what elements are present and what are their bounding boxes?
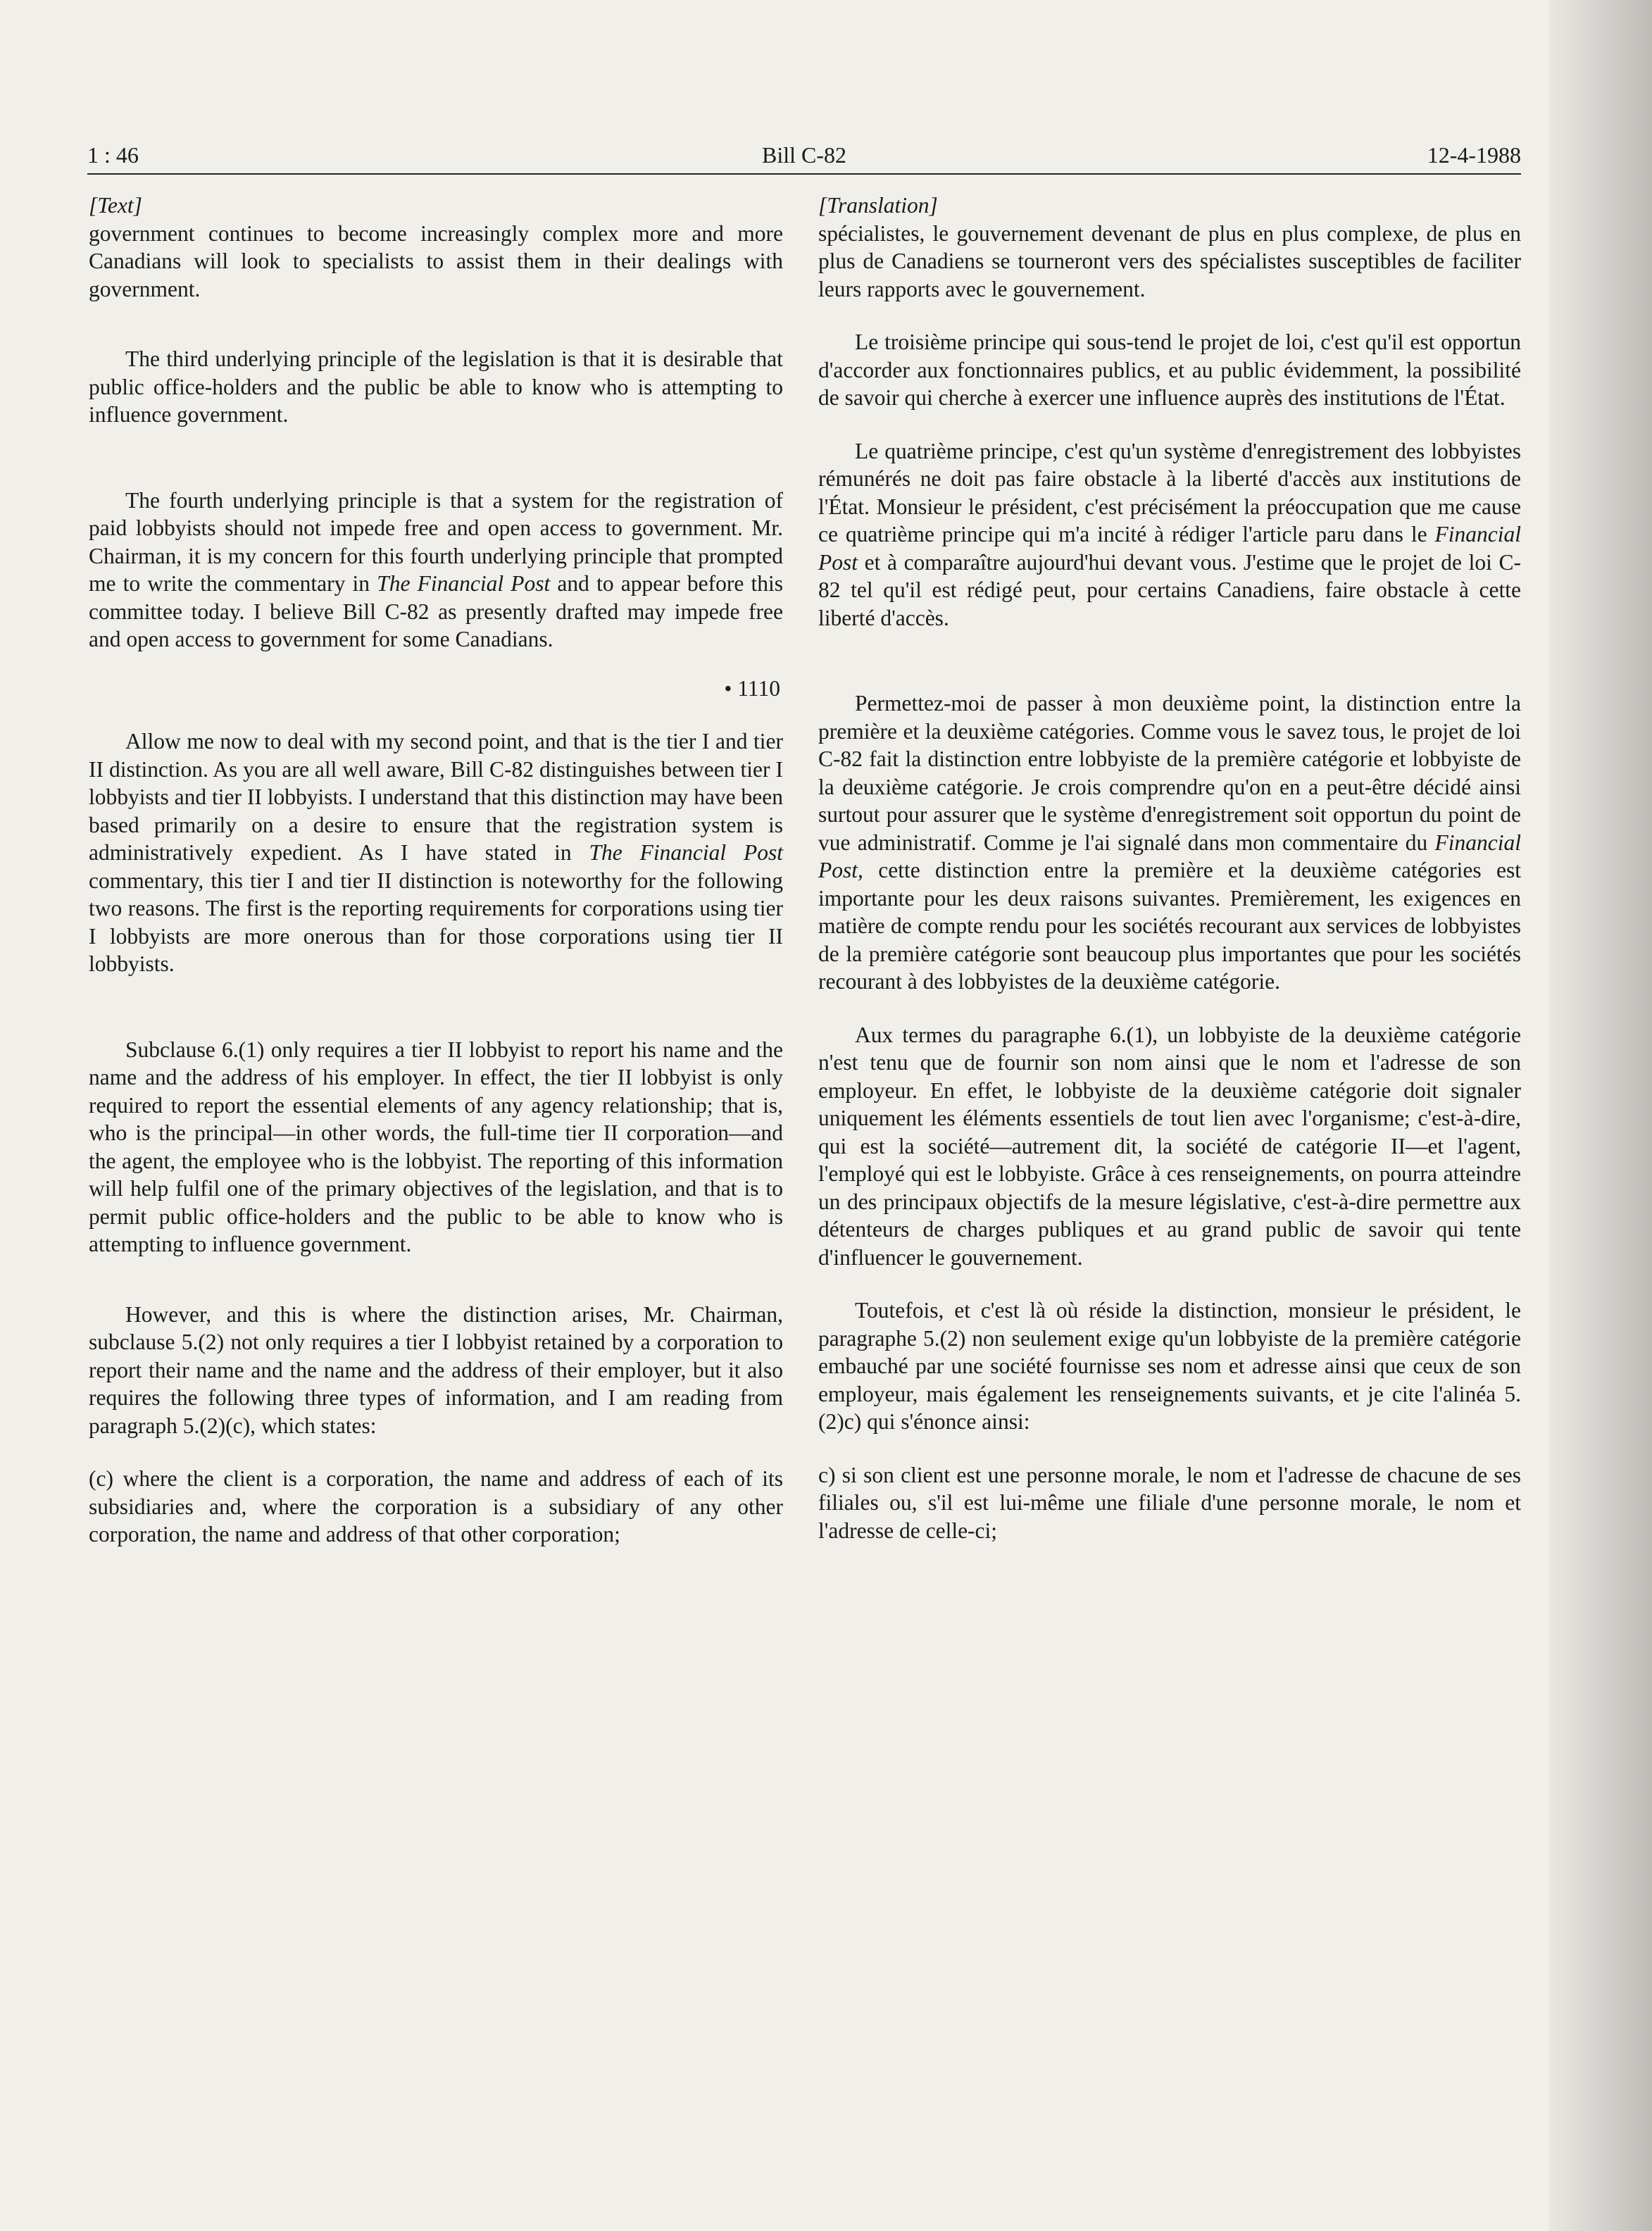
header-date: 12-4-1988 bbox=[1427, 142, 1521, 168]
publication-title: The Financial Post bbox=[377, 571, 551, 596]
page-binding-shadow bbox=[1549, 0, 1652, 2231]
fr-paragraph-2: Le troisième principe qui sous-tend le projet de loi, c'est qu'il est opportun d'accorder aux fonctionnaires publics, et au public évidemment, la possibilité de savoir qui cherche à exercer une influence auprès des institutions de l'État. bbox=[818, 330, 1521, 410]
french-column bbox=[818, 192, 1521, 1544]
en-quoted-clause: (c) where the client is a corporation, the name and address of each of its subsidiaries and, where the corporation is a subsidiary of any other corporation, the name and address of that other corporation; bbox=[89, 1466, 783, 1546]
en-paragraph-6: However, and this is where the distinction arises, Mr. Chairman, subclause 5.(2) not only requires a tier I lobbyist retained by a corporation to report their name and the name and the address of their employer, but it also requires the following three types of information, and I am reading from paragraph 5.(2)(c), which states: bbox=[89, 1301, 783, 1438]
fr-quoted-clause: c) si son client est une personne morale, le nom et l'adresse de chacune de ses filiales ou, s'il est lui-même une filiale d'une personne morale, le nom et l'adresse de celle-ci; bbox=[818, 1462, 1521, 1543]
header-rule bbox=[87, 173, 1521, 175]
en-paragraph-5: Subclause 6.(1) only requires a tier II lobbyist to report his name and the name and the address of his employer. In effect, the tier II lobbyist is only required to report the essential elements of any agency relationship; that is, who is the principal—in other words, the full-time tier II corporation—and the agent, the employee who is the lobbyist. The reporting of this information will help fulfil one of the primary objectives of the legislation, and that is to permit public office-holders and the public to be able to know who is attempting to influence government. bbox=[89, 1037, 783, 1256]
time-marker: • 1110 bbox=[724, 675, 780, 701]
text-label: [Text] bbox=[89, 193, 142, 218]
fr-paragraph-4: Permettez-moi de passer à mon deuxième point, la distinction entre la première et la deuxième catégories. Comme vous le savez tous, le projet de loi C-82 fait la distinction entre lobbyiste de la première catégorie et lobbyiste de la deuxième catégorie. Je crois comprendre qu'on en a peut-être décidé ainsi surtout pour assurer que le système d'enregistrement soit opportun du point de vue administratif. Comme je l'ai signalé dans mon commentaire du Financial Post, cette distinction entre la première et la deuxième catégories est importante pour les deux raisons suivantes. Premièrement, les exigences en matière de compte rendu pour les sociétés recourant aux services de lobbyistes de la première catégorie sont beaucoup plus importantes que pour les sociétés recourant à des lobbyistes de la deuxième catégorie. bbox=[818, 691, 1521, 994]
fr-paragraph-5: Aux termes du paragraphe 6.(1), un lobbyiste de la deuxième catégorie n'est tenu que de fournir son nom ainsi que le nom et l'adresse de son employeur. En effet, le lobbyiste de la deuxième catégorie doit signaler uniquement les éléments essentiels de tout lien avec l'organisme; c'est-à-dire, qui est la société—autrement dit, la société de catégorie II—et l'agent, l'employé qui est le lobbyiste. Grâce à ces renseignements, on pourra atteindre un des principaux objectifs de la mesure législative, c'est-à-dire permettre aux détenteurs de charges publiques et au grand public de savoir qui tente d'influencer le gouvernement. bbox=[818, 1022, 1521, 1270]
translation-label: [Translation] bbox=[818, 193, 938, 218]
en-paragraph-4: Allow me now to deal with my second point, and that is the tier I and tier II distinction. As you are all well aware, Bill C-82 distinguishes between tier I lobbyists and tier II lobbyists. I understand that this distinction may have been based primarily on a desire to ensure that the registration system is administratively expedient. As I have stated in The Financial Post commentary, this tier I and tier II distinction is noteworthy for the following two reasons. The first is the reporting requirements for corporations using tier I lobbyists are more onerous than for those corporations using tier II lobbyists. bbox=[89, 729, 783, 976]
fr-paragraph-1: spécialistes, le gouvernement devenant de plus en plus complexe, de plus en plus de Canadiens se tourneront vers des spécialistes susceptibles de faciliter leurs rapports avec le gouvernement. bbox=[818, 220, 1521, 301]
publication-title: Financial Post, bbox=[818, 830, 1521, 882]
en-paragraph-1: government continues to become increasingly complex more and more Canadians will look to specialists to assist them in their dealings with government. bbox=[89, 220, 783, 301]
fr-paragraph-3: Le quatrième principe, c'est qu'un système d'enregistrement des lobbyistes rémunérés ne doit pas faire obstacle à la liberté d'accès aux institutions de l'État. Monsieur le président, c'est précisément la préoccupation que me cause ce quatrième principe qui m'a incité à rédiger l'article paru dans le Financial Post et à comparaître aujourd'hui devant vous. J'estime que le projet de loi C-82 tel qu'il est rédigé peut, pour certains Canadiens, faire obstacle à cette liberté d'accès. bbox=[818, 438, 1521, 630]
running-header bbox=[87, 138, 1521, 172]
page-number: 1 : 46 bbox=[87, 142, 139, 168]
en-paragraph-3: The fourth underlying principle is that a system for the registration of paid lobbyists should not impede free and open access to government. Mr. Chairman, it is my concern for this fourth underlying principle that prompted me to write the commentary in The Financial Post and to appear before this committee today. I believe Bill C-82 as presently drafted may impede free and open access to government for some Canadians. bbox=[89, 487, 783, 651]
en-paragraph-2: The third underlying principle of the legislation is that it is desirable that public office-holders and the public be able to know who is attempting to influence government. bbox=[89, 346, 783, 427]
publication-title: Financial Post bbox=[818, 522, 1521, 575]
english-column bbox=[89, 192, 783, 1549]
publication-title: The Financial Post bbox=[589, 840, 783, 865]
bill-title: Bill C-82 bbox=[761, 142, 846, 168]
fr-paragraph-6: Toutefois, et c'est là où réside la distinction, monsieur le président, le paragraphe 5.(2) non seulement exige qu'un lobbyiste de la première catégorie embauché par une société fournisse ses nom et adresse ainsi que ceux de son employeur, mais également les renseignements suivants, et je cite l'alinéa 5.(2)c) qui s'énonce ainsi: bbox=[818, 1298, 1521, 1434]
